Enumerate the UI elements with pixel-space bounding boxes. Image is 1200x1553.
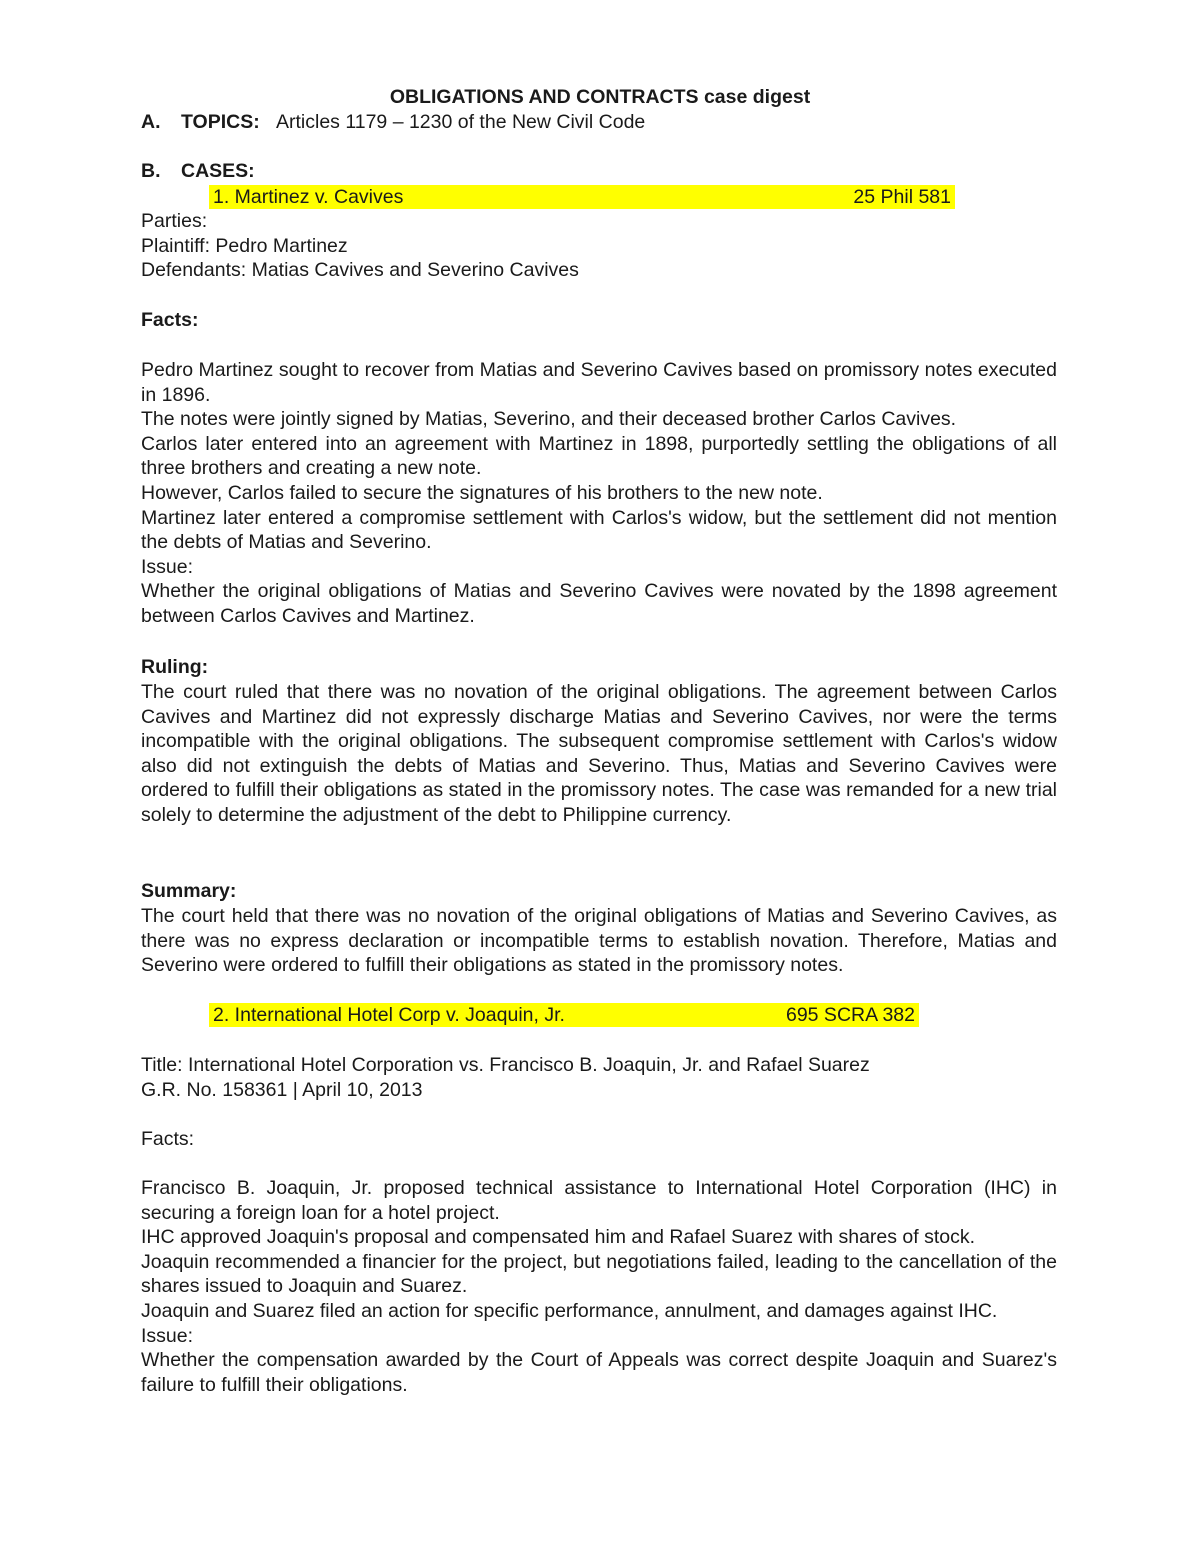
case1-ruling: The court ruled that there was no novation of the original obligations. The agreement between Carlos Cavives and Martinez did not expressly discharge Matias and Severino Cavives, nor were the terms incompatible with the original obligations. The subsequent compromise settlement with Carlos's widow also did not extinguish the debts of Matias and Severino. Thus, Matias and Severino Cavives were ordered to fulfill their obligations as stated in the promissory notes. The case was remanded for a new trial solely to determine the adjustment of the debt to Philippine currency. (141, 681, 1057, 826)
case1-ruling-label: Ruling: (141, 656, 209, 678)
cases-label: CASES: (181, 160, 255, 182)
case1-summary: The court held that there was no novation of the original obligations of Matias and Severino Cavives, as there was no express declaration or incompatible terms to establish novation. Therefore, Matias and Severino were ordered to fulfill their obligations as stated in the promissory notes. (141, 905, 1057, 977)
case2-title-line: Title: International Hotel Corporation vs. Francisco B. Joaquin, Jr. and Rafael Suarez (141, 1054, 870, 1076)
case1-heading-highlight (209, 185, 955, 209)
case2-heading: 2. International Hotel Corp v. Joaquin, Jr. (213, 1004, 565, 1026)
case2-fact: Joaquin and Suarez filed an action for specific performance, annulment, and damages against IHC. (141, 1299, 998, 1322)
case2-citation: 695 SCRA 382 (785, 1004, 915, 1026)
topics-letter: A. (141, 111, 161, 133)
case1-defendants: Defendants: Matias Cavives and Severino Cavives (141, 259, 579, 281)
case2-heading-highlight (209, 1003, 919, 1027)
case1-facts-block (141, 358, 1057, 629)
case1-issue: Whether the original obligations of Matias and Severino Cavives were novated by the 1898 agreement between Carlos Cavives and Martinez. (141, 580, 1057, 627)
case2-fact: Francisco B. Joaquin, Jr. proposed technical assistance to International Hotel Corporation (IHC) in securing a foreign loan for a hotel project. (141, 1177, 1057, 1224)
case1-fact: The notes were jointly signed by Matias, Severino, and their deceased brother Carlos Cavives. (141, 408, 957, 431)
case1-fact: However, Carlos failed to secure the signatures of his brothers to the new note. (141, 481, 823, 504)
case1-facts-label: Facts: (141, 309, 199, 331)
case1-fact: Martinez later entered a compromise settlement with Carlos's widow, but the settlement did not mention the debts of Matias and Severino. (141, 506, 1057, 554)
cases-line (141, 159, 255, 184)
case1-parties-label: Parties: (141, 210, 208, 232)
case1-plaintiff: Plaintiff: Pedro Martinez (141, 235, 348, 257)
case1-summary-block (141, 904, 1057, 978)
case2-issue: Whether the compensation awarded by the Court of Appeals was correct despite Joaquin and Suarez's failure to fulfill their obligations. (141, 1349, 1057, 1396)
case1-fact: Pedro Martinez sought to recover from Matias and Severino Cavives based on promissory notes executed in 1896. (141, 359, 1057, 406)
case1-heading: 1. Martinez v. Cavives (213, 186, 404, 208)
case1-fact: Carlos later entered into an agreement with Martinez in 1898, purportedly settling the obligations of all three brothers and creating a new note. (141, 432, 1057, 480)
topics-value: Articles 1179 – 1230 of the New Civil Code (276, 111, 646, 133)
case2-facts-block (141, 1176, 1057, 1397)
topics-label: TOPICS: (181, 111, 260, 133)
case1-ruling-block (141, 680, 1057, 828)
document-title: OBLIGATIONS AND CONTRACTS case digest (389, 86, 811, 108)
case1-issue-label: Issue: (141, 555, 194, 578)
case2-gr-line: G.R. No. 158361 | April 10, 2013 (141, 1079, 423, 1101)
topics-line (141, 110, 645, 135)
case1-citation: 25 Phil 581 (853, 186, 951, 208)
cases-letter: B. (141, 160, 161, 182)
case2-issue-label: Issue: (141, 1324, 194, 1347)
case2-facts-label: Facts: (141, 1128, 195, 1150)
case2-fact: Joaquin recommended a financier for the project, but negotiations failed, leading to the cancellation of the shares issued to Joaquin and Suarez. (141, 1250, 1057, 1298)
case1-summary-label: Summary: (141, 880, 237, 902)
case2-fact: IHC approved Joaquin's proposal and compensated him and Rafael Suarez with shares of stock. (141, 1226, 976, 1249)
